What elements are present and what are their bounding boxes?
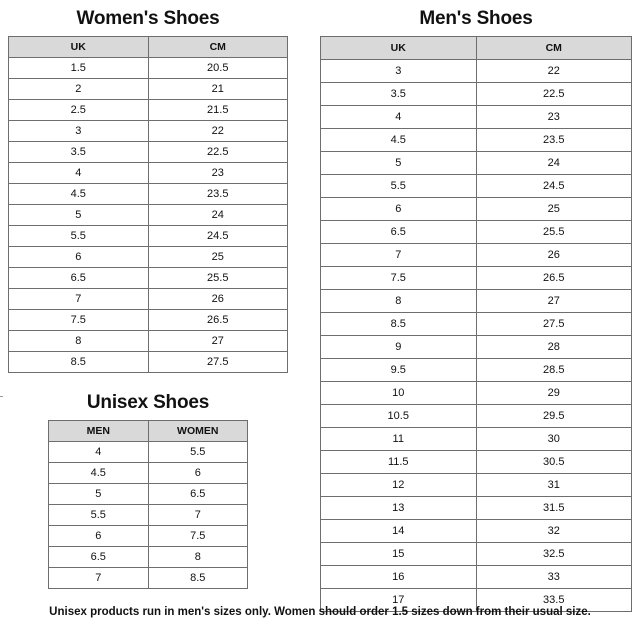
unisex-shoes-title: Unisex Shoes [86,392,210,413]
table-row [9,121,288,142]
table-cell-0: 5.5 [9,226,149,247]
table-row [9,331,288,352]
table-cell-1: 27 [148,331,288,352]
table-row [321,543,632,566]
table-cell-0: 5.5 [321,175,477,198]
table-cell-1: 8.5 [148,568,248,589]
table-cell-1: 24 [476,152,632,175]
table-cell-1: 23.5 [148,184,288,205]
table-row [49,547,248,568]
table-cell-1: 27.5 [476,313,632,336]
table-row [9,289,288,310]
table-row [9,247,288,268]
table-cell-0: 5.5 [49,505,149,526]
table-row [321,60,632,83]
table-cell-0: 9.5 [321,359,477,382]
table-cell-0: 16 [321,566,477,589]
table-cell-1: 7.5 [148,526,248,547]
table-cell-0: 15 [321,543,477,566]
table-cell-1: 26.5 [476,267,632,290]
table-cell-0: 7 [9,289,149,310]
table-row [9,163,288,184]
table-cell-1: 32.5 [476,543,632,566]
table-cell-0: 4.5 [321,129,477,152]
table-row [321,198,632,221]
table-cell-1: 5.5 [148,442,248,463]
table-row [321,221,632,244]
table-cell-0: 7.5 [321,267,477,290]
table-row [9,79,288,100]
unisex-shoes-table [48,420,248,589]
table-cell-1: 23.5 [476,129,632,152]
table-cell-0: 5 [321,152,477,175]
table-row [49,484,248,505]
table-cell-0: 1.5 [9,58,149,79]
table-row [321,152,632,175]
table-cell-1: 27.5 [148,352,288,373]
table-row [321,290,632,313]
column-header-cm: CM [476,37,632,60]
table-cell-0: 7.5 [9,310,149,331]
womens-shoes-panel [8,8,288,373]
table-row [9,226,288,247]
table-cell-1: 6 [148,463,248,484]
table-row [321,474,632,497]
table-cell-1: 33 [476,566,632,589]
table-header-row [49,421,248,442]
table-row [9,58,288,79]
table-cell-1: 27 [476,290,632,313]
womens-table-head [9,37,288,58]
womens-shoes-title: Women's Shoes [76,8,220,29]
unisex-shoes-panel [48,392,248,589]
table-row [49,526,248,547]
table-row [9,205,288,226]
table-cell-0: 10 [321,382,477,405]
table-cell-0: 11.5 [321,451,477,474]
table-cell-0: 9 [321,336,477,359]
table-cell-1: 31.5 [476,497,632,520]
table-cell-1: 30 [476,428,632,451]
table-row [9,268,288,289]
table-cell-0: 8.5 [321,313,477,336]
table-cell-1: 30.5 [476,451,632,474]
table-cell-1: 29.5 [476,405,632,428]
table-cell-0: 8.5 [9,352,149,373]
table-cell-0: 6 [9,247,149,268]
table-cell-0: 3 [321,60,477,83]
mens-table-body [321,60,632,612]
mens-shoes-title: Men's Shoes [419,8,533,29]
column-header-women: WOMEN [148,421,248,442]
table-cell-1: 25.5 [476,221,632,244]
table-row [321,497,632,520]
table-header-row [321,37,632,60]
table-cell-0: 6 [49,526,149,547]
table-header-row [9,37,288,58]
table-row [49,463,248,484]
table-cell-1: 23 [476,106,632,129]
table-row [321,566,632,589]
table-cell-0: 17 [321,589,477,612]
table-cell-0: 5 [9,205,149,226]
table-cell-1: 29 [476,382,632,405]
table-row [321,382,632,405]
table-row [9,100,288,121]
table-cell-0: 3 [9,121,149,142]
mens-table-head [321,37,632,60]
table-cell-1: 24 [148,205,288,226]
table-cell-1: 20.5 [148,58,288,79]
table-row [321,336,632,359]
table-row [49,568,248,589]
table-row [321,106,632,129]
unisex-table-body [49,442,248,589]
table-cell-0: 6.5 [49,547,149,568]
table-cell-0: 7 [49,568,149,589]
table-cell-0: 2 [9,79,149,100]
column-header-uk: UK [9,37,149,58]
table-cell-0: 3.5 [9,142,149,163]
table-row [321,451,632,474]
table-cell-1: 33.5 [476,589,632,612]
column-header-cm: CM [148,37,288,58]
table-cell-1: 25 [476,198,632,221]
womens-table-body [9,58,288,373]
table-cell-0: 8 [321,290,477,313]
table-row [321,244,632,267]
table-cell-1: 24.5 [476,175,632,198]
table-row [321,313,632,336]
table-row [321,175,632,198]
table-cell-1: 26 [476,244,632,267]
column-header-men: MEN [49,421,149,442]
unisex-table-head [49,421,248,442]
table-cell-1: 22 [476,60,632,83]
table-cell-1: 25.5 [148,268,288,289]
column-header-uk: UK [321,37,477,60]
table-cell-0: 8 [9,331,149,352]
table-cell-0: 6.5 [9,268,149,289]
table-cell-1: 21.5 [148,100,288,121]
table-row [49,505,248,526]
table-row [9,310,288,331]
table-cell-0: 6 [321,198,477,221]
edge-marker [0,396,3,397]
table-row [321,359,632,382]
table-cell-0: 12 [321,474,477,497]
table-cell-0: 4 [321,106,477,129]
table-cell-1: 21 [148,79,288,100]
table-row [9,142,288,163]
table-cell-0: 13 [321,497,477,520]
table-cell-0: 4.5 [49,463,149,484]
table-cell-0: 5 [49,484,149,505]
table-cell-0: 10.5 [321,405,477,428]
table-cell-1: 31 [476,474,632,497]
table-cell-0: 11 [321,428,477,451]
table-cell-0: 2.5 [9,100,149,121]
table-row [321,405,632,428]
table-cell-1: 22 [148,121,288,142]
table-row [321,129,632,152]
table-cell-0: 4.5 [9,184,149,205]
table-row [321,428,632,451]
table-row [321,267,632,290]
table-cell-1: 22.5 [148,142,288,163]
table-row [49,442,248,463]
table-cell-1: 28.5 [476,359,632,382]
womens-shoes-table [8,36,288,373]
table-cell-0: 4 [9,163,149,184]
table-cell-1: 6.5 [148,484,248,505]
table-row [321,83,632,106]
table-cell-0: 14 [321,520,477,543]
table-cell-1: 22.5 [476,83,632,106]
table-cell-1: 25 [148,247,288,268]
table-cell-0: 3.5 [321,83,477,106]
table-row [9,352,288,373]
table-cell-0: 4 [49,442,149,463]
mens-shoes-table [320,36,632,612]
table-row [9,184,288,205]
table-cell-1: 26.5 [148,310,288,331]
table-cell-1: 26 [148,289,288,310]
table-cell-1: 7 [148,505,248,526]
table-cell-1: 32 [476,520,632,543]
table-cell-1: 28 [476,336,632,359]
mens-shoes-panel [320,8,632,612]
footnote-text: Unisex products run in men's sizes only. Women should order 1.5 sizes down from their usual size. [49,606,591,618]
table-cell-1: 23 [148,163,288,184]
table-cell-1: 24.5 [148,226,288,247]
table-cell-0: 6.5 [321,221,477,244]
table-cell-0: 7 [321,244,477,267]
table-row [321,520,632,543]
table-cell-1: 8 [148,547,248,568]
